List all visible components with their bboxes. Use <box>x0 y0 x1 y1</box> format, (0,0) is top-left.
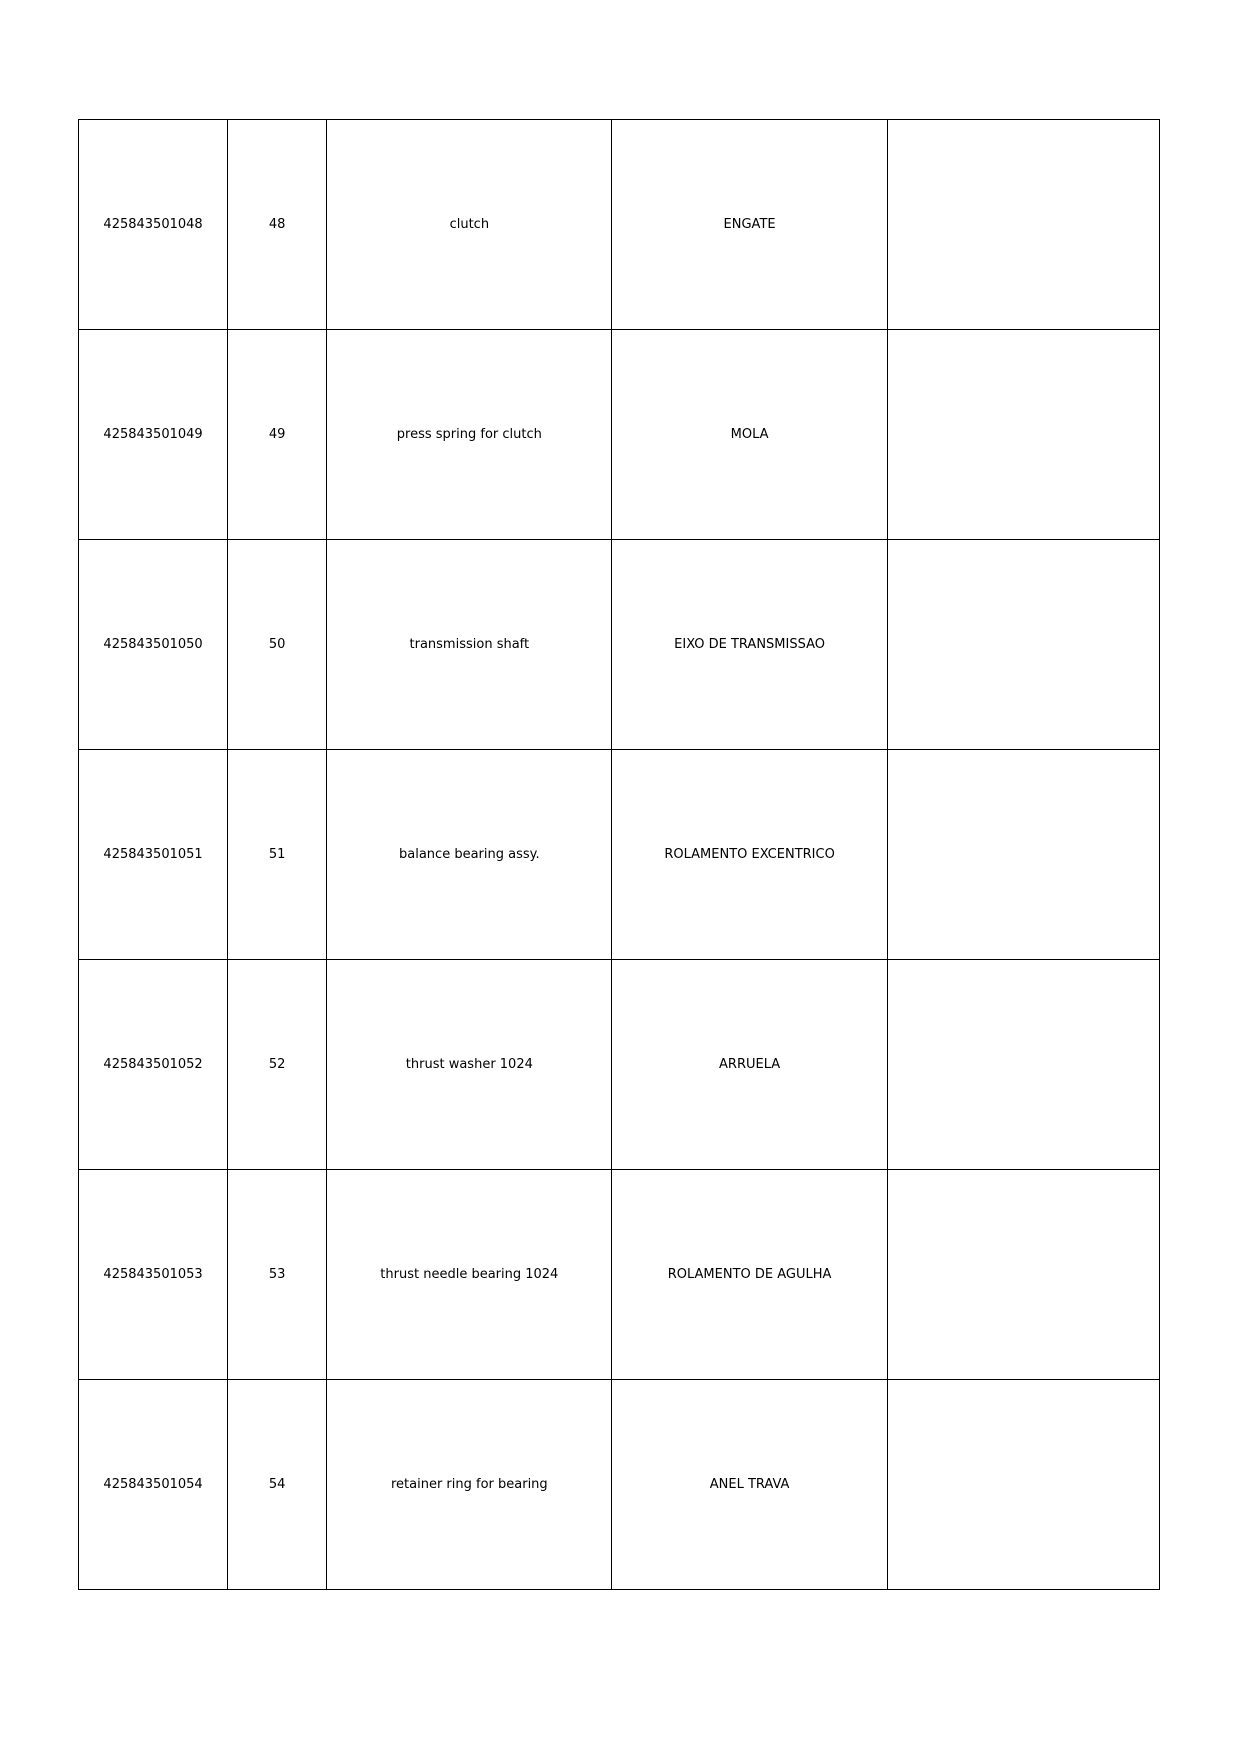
part-code-cell: 425843501050 <box>79 540 228 750</box>
notes-cell <box>887 960 1159 1170</box>
table-row <box>79 750 1160 960</box>
parts-table <box>78 119 1160 1590</box>
position-number-cell: 53 <box>228 1170 327 1380</box>
table-row <box>79 330 1160 540</box>
table-row <box>79 120 1160 330</box>
position-number-cell: 54 <box>228 1380 327 1590</box>
portuguese-description-cell: ROLAMENTO DE AGULHA <box>612 1170 887 1380</box>
portuguese-description-cell: EIXO DE TRANSMISSAO <box>612 540 887 750</box>
notes-cell <box>887 750 1159 960</box>
english-description-cell: thrust washer 1024 <box>327 960 612 1170</box>
portuguese-description-cell: ROLAMENTO EXCENTRICO <box>612 750 887 960</box>
english-description-cell: retainer ring for bearing <box>327 1380 612 1590</box>
position-number-cell: 52 <box>228 960 327 1170</box>
notes-cell <box>887 330 1159 540</box>
portuguese-description-cell: ENGATE <box>612 120 887 330</box>
english-description-cell: clutch <box>327 120 612 330</box>
notes-cell <box>887 120 1159 330</box>
table-row <box>79 540 1160 750</box>
portuguese-description-cell: MOLA <box>612 330 887 540</box>
part-code-cell: 425843501054 <box>79 1380 228 1590</box>
notes-cell <box>887 1380 1159 1590</box>
position-number-cell: 48 <box>228 120 327 330</box>
table-row <box>79 1380 1160 1590</box>
table-row <box>79 960 1160 1170</box>
english-description-cell: press spring for clutch <box>327 330 612 540</box>
part-code-cell: 425843501051 <box>79 750 228 960</box>
part-code-cell: 425843501052 <box>79 960 228 1170</box>
part-code-cell: 425843501053 <box>79 1170 228 1380</box>
english-description-cell: thrust needle bearing 1024 <box>327 1170 612 1380</box>
position-number-cell: 51 <box>228 750 327 960</box>
part-code-cell: 425843501048 <box>79 120 228 330</box>
table-row <box>79 1170 1160 1380</box>
position-number-cell: 49 <box>228 330 327 540</box>
position-number-cell: 50 <box>228 540 327 750</box>
portuguese-description-cell: ANEL TRAVA <box>612 1380 887 1590</box>
portuguese-description-cell: ARRUELA <box>612 960 887 1170</box>
notes-cell <box>887 540 1159 750</box>
notes-cell <box>887 1170 1159 1380</box>
part-code-cell: 425843501049 <box>79 330 228 540</box>
english-description-cell: transmission shaft <box>327 540 612 750</box>
english-description-cell: balance bearing assy. <box>327 750 612 960</box>
